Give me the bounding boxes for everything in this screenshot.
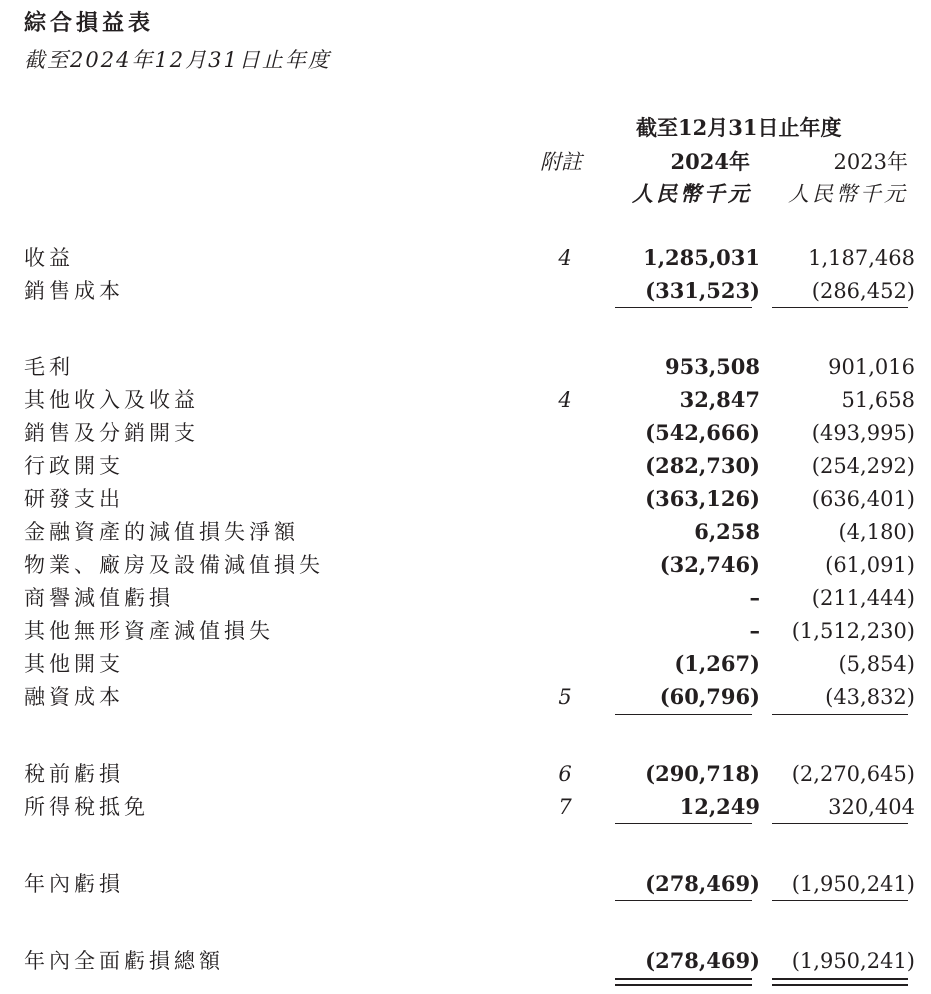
row-label: 年內虧損 bbox=[24, 872, 124, 896]
statement-subtitle: 截至2024年12月31日止年度 bbox=[24, 48, 331, 72]
table-row bbox=[0, 792, 931, 822]
subtotal-rule bbox=[772, 900, 908, 901]
row-label: 其他無形資產減值損失 bbox=[24, 619, 274, 643]
row-value-2024: 32,847 bbox=[679, 387, 760, 412]
table-row bbox=[0, 385, 931, 415]
row-label: 金融資產的減值損失淨額 bbox=[24, 520, 299, 544]
row-value-2024: – bbox=[749, 618, 760, 643]
year-current-header: 2024年 bbox=[670, 149, 750, 174]
row-value-2023: (2,270,645) bbox=[791, 762, 915, 786]
row-value-2023: (286,452) bbox=[811, 279, 915, 303]
row-note: 4 bbox=[558, 388, 572, 412]
period-header: 截至12月31日止年度 bbox=[636, 115, 842, 140]
subtotal-rule bbox=[615, 714, 752, 715]
row-label: 物業、廠房及設備減值損失 bbox=[24, 553, 324, 577]
table-row bbox=[0, 759, 931, 789]
row-value-2024: (542,666) bbox=[645, 420, 760, 445]
subtotal-rule bbox=[615, 823, 752, 824]
table-row bbox=[0, 616, 931, 646]
total-double-rule bbox=[772, 978, 908, 986]
row-value-2024: (32,746) bbox=[659, 552, 760, 577]
table-row bbox=[0, 583, 931, 613]
row-label: 稅前虧損 bbox=[24, 762, 124, 786]
table-row bbox=[0, 682, 931, 712]
row-value-2023: 901,016 bbox=[828, 355, 915, 379]
row-note: 5 bbox=[558, 685, 572, 709]
table-row bbox=[0, 243, 931, 273]
row-label: 銷售成本 bbox=[24, 279, 124, 303]
row-value-2023: (493,995) bbox=[811, 421, 915, 445]
table-row bbox=[0, 418, 931, 448]
row-label: 行政開支 bbox=[24, 454, 124, 478]
table-row bbox=[0, 517, 931, 547]
row-label: 研發支出 bbox=[24, 487, 124, 511]
row-value-2024: (60,796) bbox=[659, 684, 760, 709]
row-value-2024: (331,523) bbox=[645, 278, 760, 303]
statement-title: 綜合損益表 bbox=[24, 10, 155, 36]
row-value-2024: (1,267) bbox=[674, 651, 760, 676]
table-row bbox=[0, 484, 931, 514]
unit-prior-header: 人民幣千元 bbox=[788, 182, 908, 206]
year-prior-header: 2023年 bbox=[833, 150, 908, 174]
table-row bbox=[0, 276, 931, 306]
row-value-2023: (211,444) bbox=[811, 586, 915, 610]
row-value-2023: 51,658 bbox=[841, 388, 915, 412]
subtotal-rule bbox=[772, 307, 908, 308]
row-label: 其他收入及收益 bbox=[24, 388, 199, 412]
row-value-2024: 1,285,031 bbox=[643, 245, 760, 270]
row-value-2024: (290,718) bbox=[645, 761, 760, 786]
row-note: 4 bbox=[558, 246, 572, 270]
row-value-2023: (1,512,230) bbox=[791, 619, 915, 643]
note-column-header: 附註 bbox=[540, 150, 582, 174]
row-value-2024: – bbox=[749, 585, 760, 610]
row-label: 年內全面虧損總額 bbox=[24, 949, 224, 973]
table-row bbox=[0, 946, 931, 976]
row-value-2023: (636,401) bbox=[811, 487, 915, 511]
row-value-2023: (1,950,241) bbox=[791, 949, 915, 973]
row-label: 毛利 bbox=[24, 355, 74, 379]
row-value-2024: 953,508 bbox=[665, 354, 760, 379]
row-value-2023: 1,187,468 bbox=[808, 246, 915, 270]
row-label: 融資成本 bbox=[24, 685, 124, 709]
row-value-2024: (278,469) bbox=[645, 948, 760, 973]
row-value-2024: 6,258 bbox=[694, 519, 760, 544]
row-value-2024: (278,469) bbox=[645, 871, 760, 896]
row-value-2023: (5,854) bbox=[838, 652, 915, 676]
row-note: 7 bbox=[558, 795, 572, 819]
row-value-2023: 320,404 bbox=[828, 795, 915, 819]
table-row bbox=[0, 550, 931, 580]
subtotal-rule bbox=[772, 714, 908, 715]
row-note: 6 bbox=[558, 762, 572, 786]
table-row bbox=[0, 869, 931, 899]
row-value-2023: (43,832) bbox=[825, 685, 915, 709]
table-row bbox=[0, 649, 931, 679]
row-value-2024: (363,126) bbox=[645, 486, 760, 511]
table-row bbox=[0, 451, 931, 481]
row-value-2023: (4,180) bbox=[838, 520, 915, 544]
row-value-2023: (254,292) bbox=[811, 454, 915, 478]
row-label: 其他開支 bbox=[24, 652, 124, 676]
row-value-2023: (61,091) bbox=[825, 553, 915, 577]
row-value-2024: 12,249 bbox=[679, 794, 760, 819]
row-label: 銷售及分銷開支 bbox=[24, 421, 199, 445]
row-label: 商譽減值虧損 bbox=[24, 586, 174, 610]
row-value-2023: (1,950,241) bbox=[791, 872, 915, 896]
subtotal-rule bbox=[615, 900, 752, 901]
unit-current-header: 人民幣千元 bbox=[632, 181, 752, 206]
row-label: 所得稅抵免 bbox=[24, 795, 149, 819]
subtotal-rule bbox=[615, 307, 752, 308]
row-label: 收益 bbox=[24, 246, 74, 270]
table-row bbox=[0, 352, 931, 382]
subtotal-rule bbox=[772, 823, 908, 824]
total-double-rule bbox=[615, 978, 752, 986]
row-value-2024: (282,730) bbox=[645, 453, 760, 478]
